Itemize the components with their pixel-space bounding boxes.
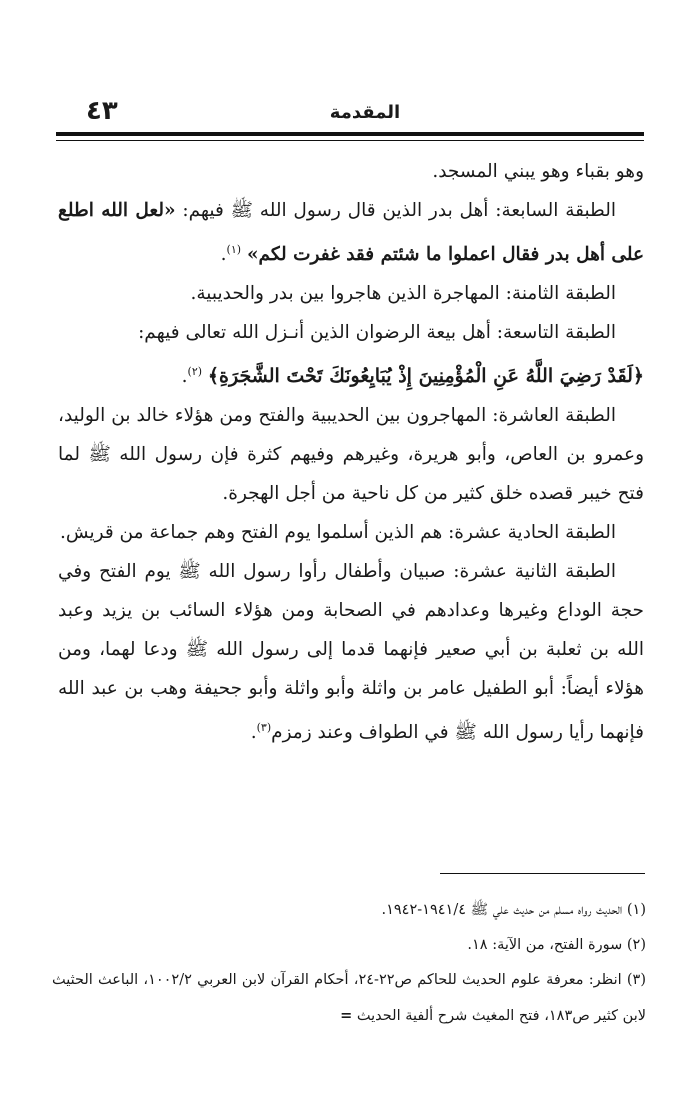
- footnote-text: (٣) انظر: معرفة علوم الحديث للحاكم ص٢٢-٢٤، أحكام القرآن لابن العربي ١٠٠٢/٢، الباعث الحثيث لابن كثير ص١٨٣، فتح المغيث شرح ألفية الحديث: [52, 972, 646, 1024]
- paragraph: [58, 191, 644, 274]
- quran-verse: ﴿لَقَدْ رَضِيَ اللَّهُ عَنِ الْمُؤْمِنِينَ إِذْ يُبَايِعُونَكَ تَحْتَ الشَّجَرَةِ﴾: [207, 365, 644, 388]
- paragraph-text: الطبقة العاشرة: المهاجرون بين الحديبية والفتح ومن هؤلاء خالد بن الوليد، وعمرو بن العاص، وأبو هريرة، وغيرهم وفيهم كثرة فإن رسول الله ﷺ لما فتح خيبر قصده خلق كثير من كل ناحية من أجل الهجرة.: [58, 405, 644, 505]
- continuation-mark: =: [340, 1007, 353, 1024]
- footnotes: [52, 893, 646, 1034]
- paragraph: [58, 513, 644, 552]
- header-rule-thin: [56, 140, 644, 141]
- punctuation: .: [250, 722, 257, 744]
- paragraph-text: وهو بقباء وهو يبني المسجد.: [432, 161, 644, 182]
- paragraph: [58, 552, 644, 752]
- punctuation: .: [181, 366, 188, 388]
- paragraph: [58, 396, 644, 513]
- footnote-separator: [440, 873, 645, 874]
- footnote-ref: (٢): [187, 365, 203, 379]
- paragraph-text: الطبقة الحادية عشرة: هم الذين أسلموا يوم الفتح وهم جماعة من قريش.: [60, 522, 616, 544]
- paragraph: [58, 152, 644, 191]
- footnote-ref: (٣): [256, 721, 272, 735]
- punctuation: .: [220, 244, 227, 266]
- page-number: ٤٣: [86, 96, 118, 126]
- running-title: المقدمة: [329, 102, 401, 123]
- footnote: (٢) سورة الفتح، من الآية: ١٨.: [467, 937, 646, 953]
- footnote: (١) الحديث رواه مسلم من حديث علي ﷺ ١٩٤١/٤-١٩٤٢.: [381, 902, 646, 918]
- main-text: [58, 152, 644, 752]
- paragraph: [58, 274, 644, 313]
- footnote-ref: (١): [226, 243, 242, 256]
- paragraph-text: الطبقة التاسعة: أهل بيعة الرضوان الذين أنـزل الله تعالى فيهم:: [138, 322, 616, 344]
- paragraph-text: الطبقة الثانية عشرة: صبيان وأطفال رأوا رسول الله ﷺ يوم الفتح وفي حجة الوداع وغيرها وعدادهم في الصحابة ومن هؤلاء السائب بن يزيد وعبد الله بن ثعلبة بن أبي صعير فإنهما قدما إلى رسول الله ﷺ ودعا لهما، ومن هؤلاء أيضاً: أبو الطفيل عامر بن واثلة وأبو واثلة وأبو جحيفة وهب بن عبد الله فإنهما رأيا رسول الله ﷺ في الطواف وعند زمزم: [58, 561, 644, 744]
- paragraph-text: الطبقة الثامنة: المهاجرة الذين هاجروا بين بدر والحديبية.: [190, 283, 616, 305]
- hadith-quote: «لعل الله اطلع على أهل بدر فقال اعملوا ما شئتم فقد غفرت لكم»: [58, 200, 644, 266]
- header-rule-thick: [56, 132, 644, 136]
- page-header: [86, 96, 644, 130]
- paragraph: [58, 313, 644, 352]
- paragraph-text: الطبقة السابعة: أهل بدر الذين قال رسول الله ﷺ فيهم:: [175, 200, 617, 221]
- footnote: [52, 963, 646, 1034]
- paragraph: [58, 352, 644, 396]
